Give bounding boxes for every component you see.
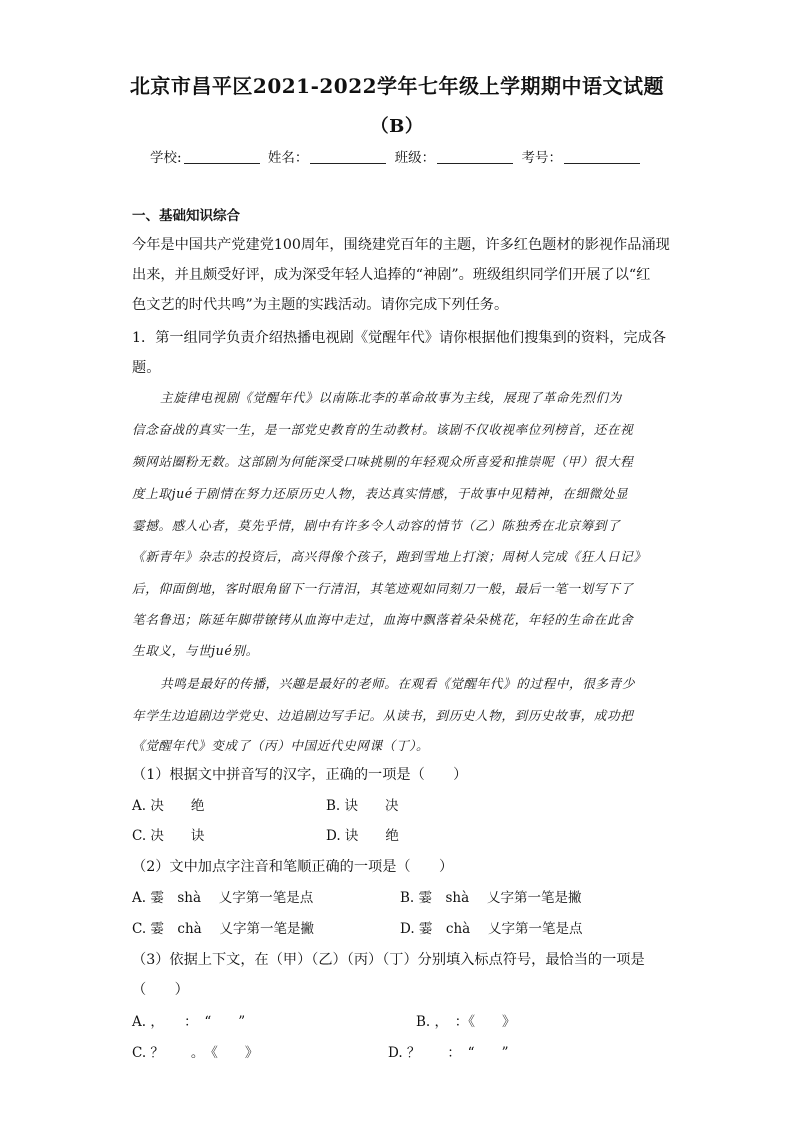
option-a: A. 霎 shà 乂字第一笔是点	[132, 890, 314, 906]
student-info-row	[0, 146, 794, 166]
question-1-stem: 题。	[132, 360, 161, 376]
intro-line: 今年是中国共产党建党100周年，围绕建党百年的主题，许多红色题材的影视作品涌现	[132, 237, 670, 253]
passage-line: 信念奋战的真实一生，是一部党史教育的生动教材。该剧不仅收视率位列榜首，还在视	[132, 422, 634, 437]
passage-line: 度上取jué于剧情在努力还原历史人物，表达真实情感，于故事中见精神，在细微处显	[132, 486, 629, 501]
class-blank	[437, 149, 513, 164]
passage-line: 共鸣是最好的传播，兴趣是最好的老师。在观看《觉醒年代》的过程中，很多青少	[160, 676, 635, 691]
option-d: D. ？ ： “ ”	[388, 1045, 509, 1061]
answer-paren: （ ）	[132, 982, 189, 998]
passage-line: 后，仰面倒地，客时眼角留下一行清泪，其笔迹观如同刻刀一般，最后一笔一划写下了	[132, 581, 634, 596]
option-a: A. 决 绝	[132, 798, 205, 814]
exam-title: 北京市昌平区2021-2022学年七年级上学期期中语文试题	[129, 74, 665, 98]
name-blank	[310, 149, 386, 164]
exam-no-blank	[564, 149, 640, 164]
school-label: 学校:	[150, 150, 182, 166]
option-c: C. ？ 。 《 》	[132, 1045, 259, 1061]
sub-question-3-stem: （3）依据上下文，在（甲）（乙）（丙）（丁）分别填入标点符号，最恰当的一项是	[132, 952, 645, 968]
option-a: A. ， ： “ ”	[132, 1014, 246, 1030]
intro-line: 色文艺的时代共鸣”为主题的实践活动。请你完成下列任务。	[132, 297, 509, 313]
option-b: B. 诀 决	[326, 798, 399, 814]
section-heading: 一、基础知识综合	[132, 208, 240, 224]
passage-line: 主旋律电视剧《觉醒年代》以南陈北李的革命故事为主线，展现了革命先烈们为	[160, 390, 622, 405]
question-1-stem: 1．第一组同学负责介绍热播电视剧《觉醒年代》请你根据他们搜集到的资料，完成各	[132, 330, 666, 346]
class-label: 班级：	[394, 150, 436, 166]
option-d: D. 霎 chà 乂字第一笔是点	[400, 921, 583, 937]
passage-line: 年学生边追剧边学党史、边追剧边写手记。从读书，到历史人物，到历史故事，成功把	[132, 708, 634, 723]
option-b: B. ， ：《 》	[416, 1014, 516, 1030]
option-d: D. 诀 绝	[326, 828, 399, 844]
exam-title-version: （B）	[370, 116, 424, 137]
option-c: C. 决 诀	[132, 828, 205, 844]
name-label: 姓名：	[267, 150, 309, 166]
sub-question-1-stem: （1）根据文中拼音写的汉字，正确的一项是（ ）	[132, 767, 468, 783]
passage-line: 生取义，与世jué别。	[132, 643, 259, 658]
passage-line: 《觉醒年代》变成了（丙）中国近代史网课（丁）。	[132, 738, 430, 753]
intro-line: 出来，并且颇受好评，成为深受年轻人追捧的“神剧”。班级组织同学们开展了以“红	[132, 267, 651, 283]
school-blank	[184, 149, 260, 164]
passage-line: 霎撼。感人心者，莫先乎情，剧中有许多令人动容的情节（乙）陈独秀在北京筹到了	[132, 518, 621, 533]
exam-no-label: 考号：	[521, 150, 562, 166]
option-c: C. 霎 chà 乂字第一笔是撇	[132, 921, 315, 937]
option-b: B. 霎 shà 乂字第一笔是撇	[400, 890, 582, 906]
passage-line: 频网站圈粉无数。这部剧为何能深受口味挑剔的年轻观众所喜爱和推崇呢（甲）很大程	[132, 454, 634, 469]
sub-question-2-stem: （2）文中加点字注音和笔顺正确的一项是（ ）	[132, 859, 454, 875]
passage-line: 《新青年》杂志的投资后，高兴得像个孩子，跑到雪地上打滚；周树人完成《狂人日记》	[132, 549, 647, 564]
passage-line: 笔名鲁迅；陈延年脚带镣铐从血海中走过，血海中飘落着朵朵桃花，年轻的生命在此舍	[132, 612, 634, 627]
